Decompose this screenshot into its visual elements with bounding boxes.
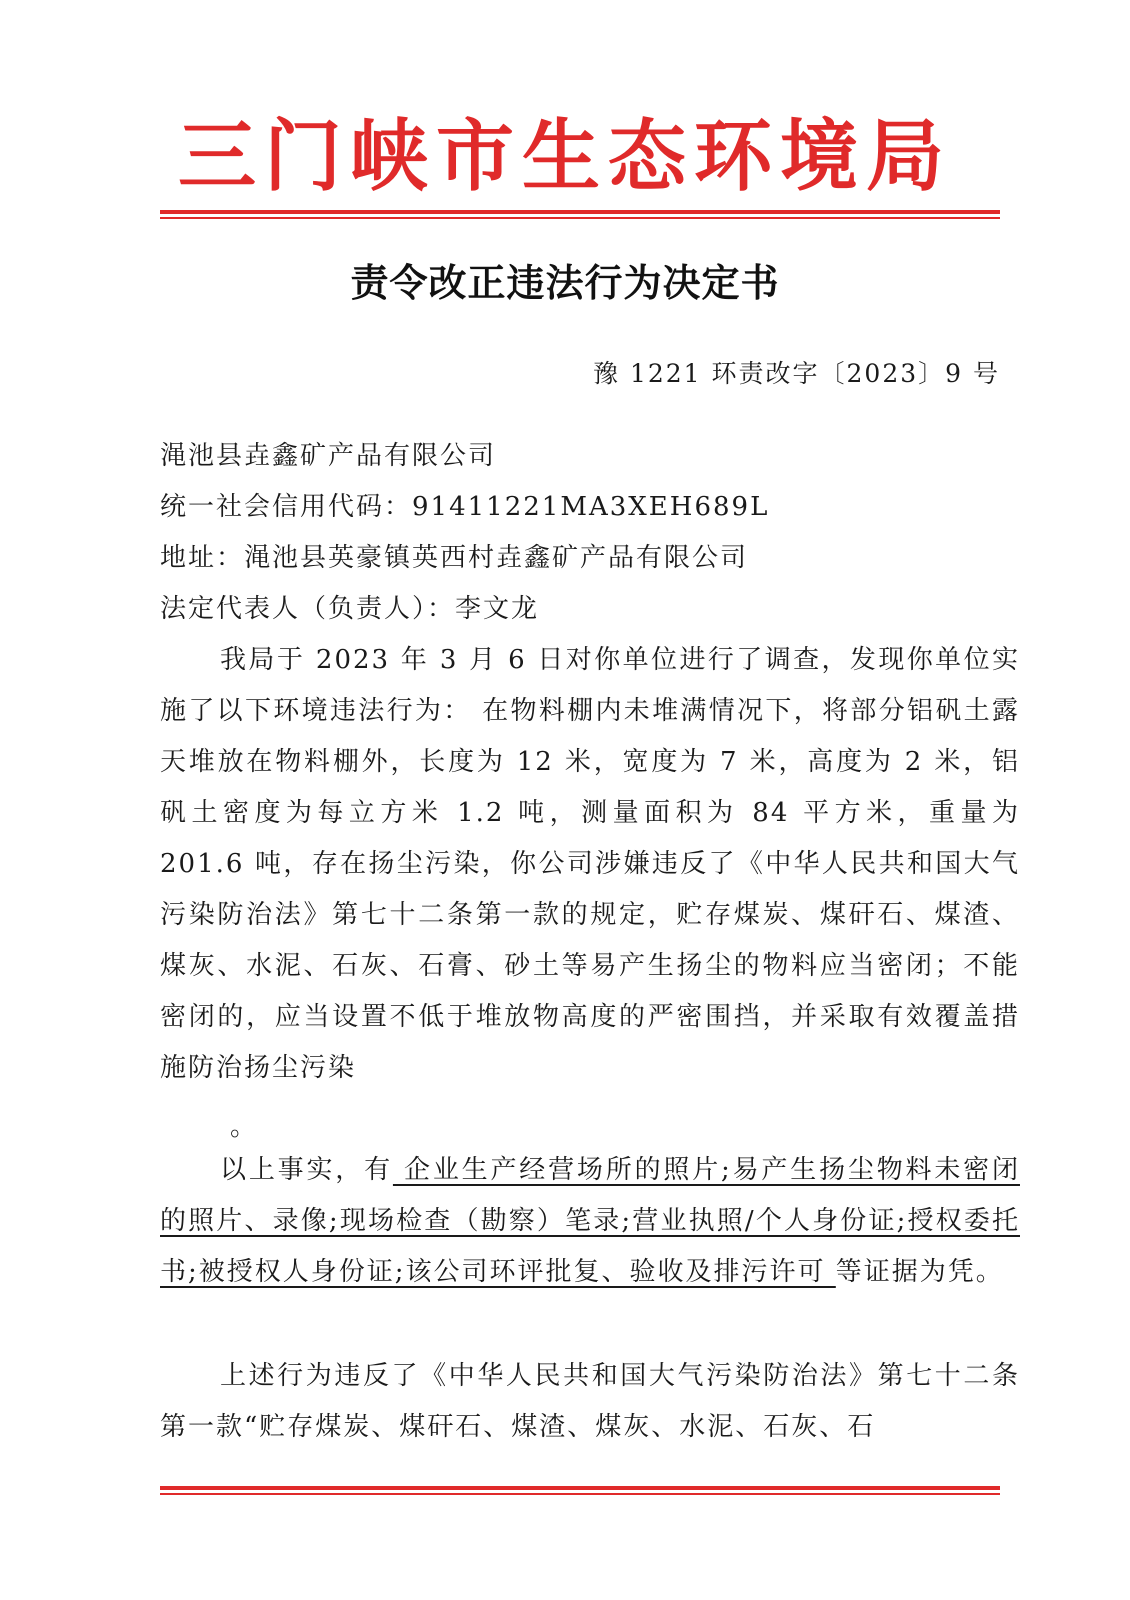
evidence-prefix: 以上事实，有 [220,1155,393,1185]
party-info-block [160,431,1020,635]
evidence-suffix: 等证据为凭。 [835,1257,1004,1287]
legal-basis-paragraph: 上述行为违反了《中华人民共和国大气污染防治法》第七十二条第一款“贮存煤炭、煤矸石、煤渣、煤灰、水泥、石灰、石 [160,1361,1020,1442]
violation-paragraph: 我局于 2023 年 3 月 6 日对你单位进行了调查，发现你单位实施了以下环境违法行为： 在物料棚内未堆满情况下，将部分铝矾土露天堆放在物料棚外，长度为 12 米，宽度为 7 米，高度为 2 米，铝矾土密度为每立方米 1.2 吨，测量面积为 84 平方米，重量为 201.6 吨，存在扬尘污染，你公司涉嫌违反了《中华人民共和国大气污染防治法》第七十二条第一款的规定，贮存煤炭、煤矸石、煤渣、煤灰、水泥、石灰、石膏、砂土等易产生扬尘的物料应当密闭；不能密闭的，应当设置不低于堆放物高度的严密围挡，并采取有效覆盖措施防治扬尘污染 [160,645,1020,1083]
credit-code: 统一社会信用代码：91411221MA3XEH689L [160,492,770,522]
period-mark: 。 [230,1112,257,1142]
footer-red-rule-thin [160,1493,1000,1495]
company-name: 渑池县垚鑫矿产品有限公司 [160,441,497,471]
document-number: 豫 1221 环责改字〔2023〕9 号 [593,359,1000,388]
evidence-list: 企业生产经营场所的照片;易产生扬尘物料未密闭的照片、录像;现场检查（勘察）笔录;营业执照/个人身份证;授权委托书;被授权人身份证;该公司环评批复、验收及排污许可 [160,1155,1020,1287]
company-address: 地址：渑池县英豪镇英西村垚鑫矿产品有限公司 [160,543,749,573]
header-red-rule-thick [160,210,1000,214]
agency-name-header: 三门峡市生态环境局 [177,111,952,202]
footer-red-rule-thick [160,1486,1000,1490]
legal-representative: 法定代表人（负责人）：李文龙 [160,594,540,624]
evidence-paragraph [160,1145,1020,1298]
header-red-rule-thin [160,217,1000,219]
document-title: 责令改正违法行为决定书 [350,260,780,305]
